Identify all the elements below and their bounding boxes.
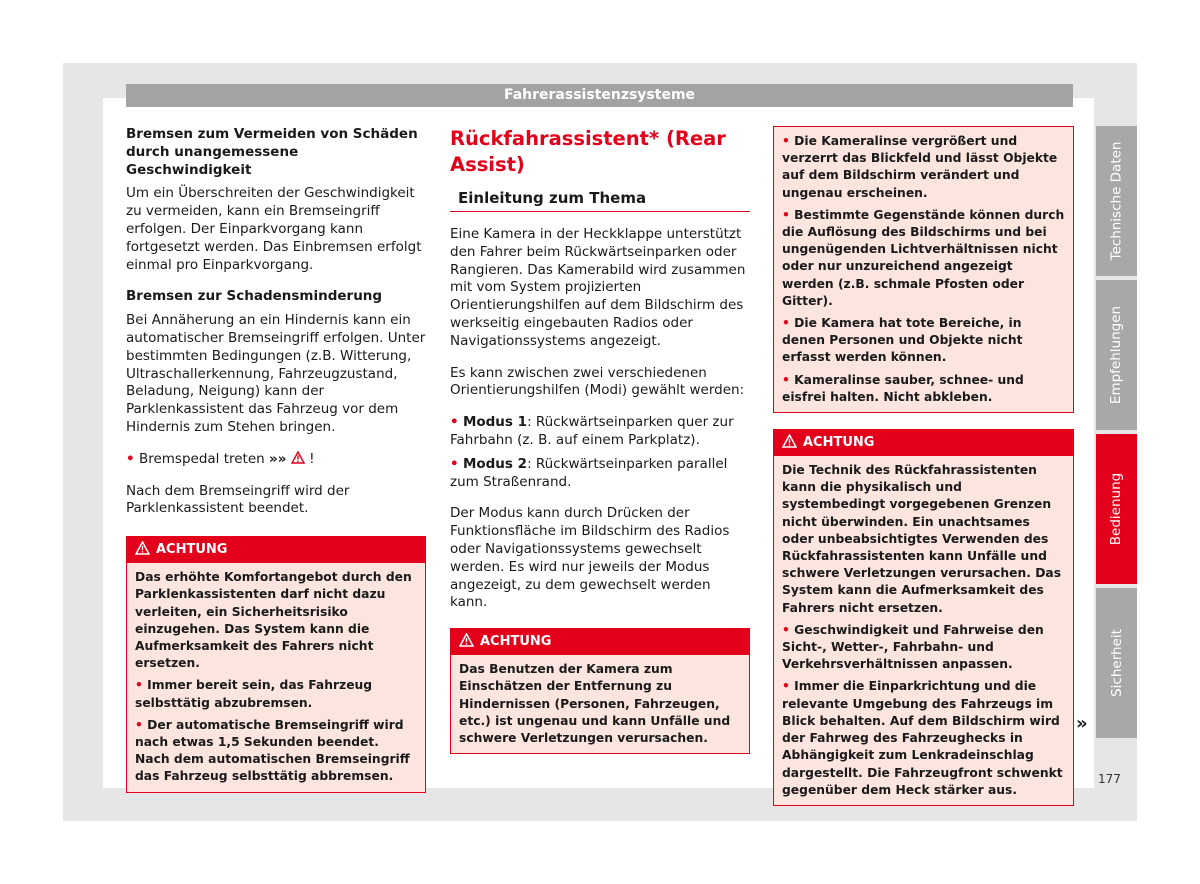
bullet-dot: • [782, 679, 790, 694]
page-number: 177 [1098, 772, 1121, 786]
continue-arrow-icon: » [1076, 713, 1088, 734]
column-right [773, 126, 1074, 806]
warning-body [774, 456, 1073, 805]
warning-bullet-text: Geschwindigkeit und Fahrweise den Sicht-, Wetter-, Fahrbahn- und Verkehrsverhältnissen anpassen. [782, 622, 1044, 672]
paragraph-camera-intro: Eine Kamera in der Heckklappe unterstützt den Fahrer beim Rückwärtseinparken oder Rangieren. Das Kamerabild wird zusammen mit vom System projizierten Orientierungshilfen auf dem Bildschirm des werkseitig eingebauten Radios oder Navigationssystems angezeigt. [450, 226, 746, 349]
section-main-title: Rückfahrassistent* (Rear Assist) [450, 127, 726, 176]
bullet-dot: • [782, 207, 790, 222]
warning-bullet-text: Immer die Einparkrichtung und die relevante Umgebung des Fahrzeugs im Blick behalten. Auf dem Bildschirm wird der Fahrweg des Fahrzeughecks in Abhängigkeit zum Lenkradeinschlag dargestellt. Die Fahrzeugfront schwenkt gegenüber dem Heck stärker aus. [782, 679, 1063, 797]
tab-label: Empfehlungen [1108, 305, 1125, 405]
warning-bullet-text: Der automatische Bremseingriff wird nach etwas 1,5 Sekunden beendet. Nach dem automatischen Bremseingriff das Fahrzeug selbsttätig abbremsen. [135, 717, 410, 784]
warning-text: Das erhöhte Komfortangebot durch den Parklenkassistenten darf nicht dazu verleiten, ein Sicherheitsrisiko einzugehen. Das System kann die Aufmerksamkeit des Fahrers nicht ersetzen. [135, 570, 412, 671]
bullet-dot: • [126, 450, 135, 467]
warning-bullet-text: Kameralinse sauber, schnee- und eisfrei halten. Nicht abkleben. [782, 372, 1024, 404]
chapter-header: Fahrerassistenzsysteme [126, 84, 1073, 107]
paragraph-damage-mitigation: Bei Annäherung an ein Hindernis kann ein automatischer Bremseingriff erfolgen. Unter bestimmten Bedingungen (z.B. Witterung, Ultraschallerkennung, Fahrzeugzustand, Beladung, Neigung) kann der Parklenkassistent das Fahrzeug vor dem Hindernis zum Stehen bringen. [126, 312, 426, 435]
section-subtitle-box [450, 188, 750, 212]
bullet-dot: • [450, 414, 459, 431]
bullet-brake-pedal-end: ! [309, 450, 315, 467]
bullet-dot: • [782, 622, 790, 637]
paragraph-mode-switch: Der Modus kann durch Drücken der Funktionsfläche im Bildschirm des Radios oder Navigationssystems gewechselt werden. Es wird nur jeweils der Modus angezeigt, zu dem gewechselt werden kann. [450, 505, 730, 611]
bullet-dot: • [782, 316, 790, 331]
warning-box-middle [450, 628, 750, 754]
tab-bedienung[interactable] [1096, 434, 1137, 584]
bullet-brake-pedal [126, 451, 426, 469]
heading-damage-mitigation: Bremsen zur Schadensminderung [126, 288, 383, 305]
tab-sicherheit[interactable] [1096, 588, 1137, 738]
bullet-dot: • [135, 717, 143, 732]
warning-triangle-icon [135, 541, 150, 555]
tab-label: Technische Daten [1108, 141, 1125, 261]
mode-text: : Rückwärtseinparken parallel zum Straßenrand. [450, 455, 728, 490]
tab-technische-daten[interactable] [1096, 126, 1137, 276]
bullet-dot: • [450, 455, 459, 472]
warning-box-right [773, 429, 1074, 806]
warning-box-left [126, 536, 426, 792]
warning-label: ACHTUNG [803, 435, 875, 451]
warning-bullet [782, 622, 1065, 674]
warning-header [774, 430, 1073, 456]
bullet-dot: • [782, 134, 790, 148]
mode-label: Modus 1 [462, 414, 528, 431]
warning-text: Die Technik des Rückfahrassistenten kann die physikalisch und systembedingt vorgegebenen Grenzen nicht überwinden. Ein unachtsames oder unbeabsichtigtes Verwenden des Rückfahrassistenten kann Unfälle und schwere Verletzungen verursachen. Das System kann die Aufmerksamkeit des Fahrers nicht ersetzen. [782, 463, 1062, 615]
warning-body [451, 655, 749, 753]
warning-bullet [782, 315, 1065, 367]
warning-bullet-text: Immer bereit sein, das Fahrzeug selbsttätig abzubremsen. [135, 678, 373, 710]
section-subtitle: Einleitung zum Thema [458, 189, 647, 207]
paragraph-modes-intro: Es kann zwischen zwei verschiedenen Orientierungshilfen (Modi) gewählt werden: [450, 364, 745, 399]
warning-bullet [135, 717, 417, 786]
warning-triangle-icon [291, 451, 305, 464]
warning-label: ACHTUNG [480, 634, 552, 650]
column-left [126, 126, 426, 793]
warning-bullet [135, 677, 417, 711]
warning-bullet [782, 372, 1065, 406]
bullet-dot: • [135, 678, 143, 693]
mode-text: : Rückwärtseinparken quer zur Fahrbahn (z. B. auf einem Parkplatz). [450, 414, 734, 448]
mode-item [450, 456, 750, 492]
warning-text: Das Benutzen der Kamera zum Einschätzen der Entfernung zu Hindernissen (Personen, Fahrzeugen, etc.) ist ungenau und kann Unfälle und schwere Verletzungen verursachen. [459, 662, 731, 745]
warning-bullet-text: Die Kamera hat tote Bereiche, in denen Personen und Objekte nicht erfasst werden können. [782, 316, 1023, 365]
column-middle [450, 126, 750, 754]
tab-label: Sicherheit [1108, 629, 1125, 697]
paragraph-speed-braking: Um ein Überschreiten der Geschwindigkeit zu vermeiden, kann ein Bremseingriff erfolgen. Der Einparkvorgang kann fortgesetzt werden. Das Einbremsen erfolgt einmal pro Einparkvorgang. [126, 185, 422, 273]
cross-reference-arrow: »» [269, 450, 287, 467]
warning-triangle-icon [459, 633, 474, 647]
warning-bullet [782, 678, 1065, 798]
warning-header [127, 537, 425, 563]
warning-bullet [782, 207, 1065, 310]
mode-label: Modus 2 [462, 455, 528, 472]
mode-item [450, 414, 750, 450]
bullet-dot: • [782, 372, 790, 387]
heading-speed-braking: Bremsen zum Vermeiden von Schäden durch unangemessene Geschwindigkeit [126, 126, 418, 178]
bullet-brake-pedal-text: Bremspedal treten [138, 450, 265, 467]
warning-continuation-box [773, 126, 1074, 413]
warning-body [127, 563, 425, 791]
tab-empfehlungen[interactable] [1096, 280, 1137, 430]
warning-bullet-text: Bestimmte Gegenstände können durch die Auflösung des Bildschirms und bei ungenügenden Lichtverhältnissen nicht oder nur unzureichend angezeigt werden (z.B. schmale Pfosten oder Gitter). [782, 207, 1065, 308]
warning-bullet [782, 133, 1065, 202]
warning-triangle-icon [782, 434, 797, 448]
warning-header [451, 629, 749, 655]
warning-label: ACHTUNG [156, 542, 228, 558]
paragraph-assist-ended: Nach dem Bremseingriff wird der Parklenkassistent beendet. [126, 482, 350, 517]
tab-label: Bedienung [1108, 472, 1125, 546]
warning-bullet-text: Die Kameralinse vergrößert und verzerrt das Blickfeld und lässt Objekte auf dem Bildschirm verändert und ungenau erscheinen. [782, 134, 1058, 200]
warning-body [774, 127, 1073, 412]
